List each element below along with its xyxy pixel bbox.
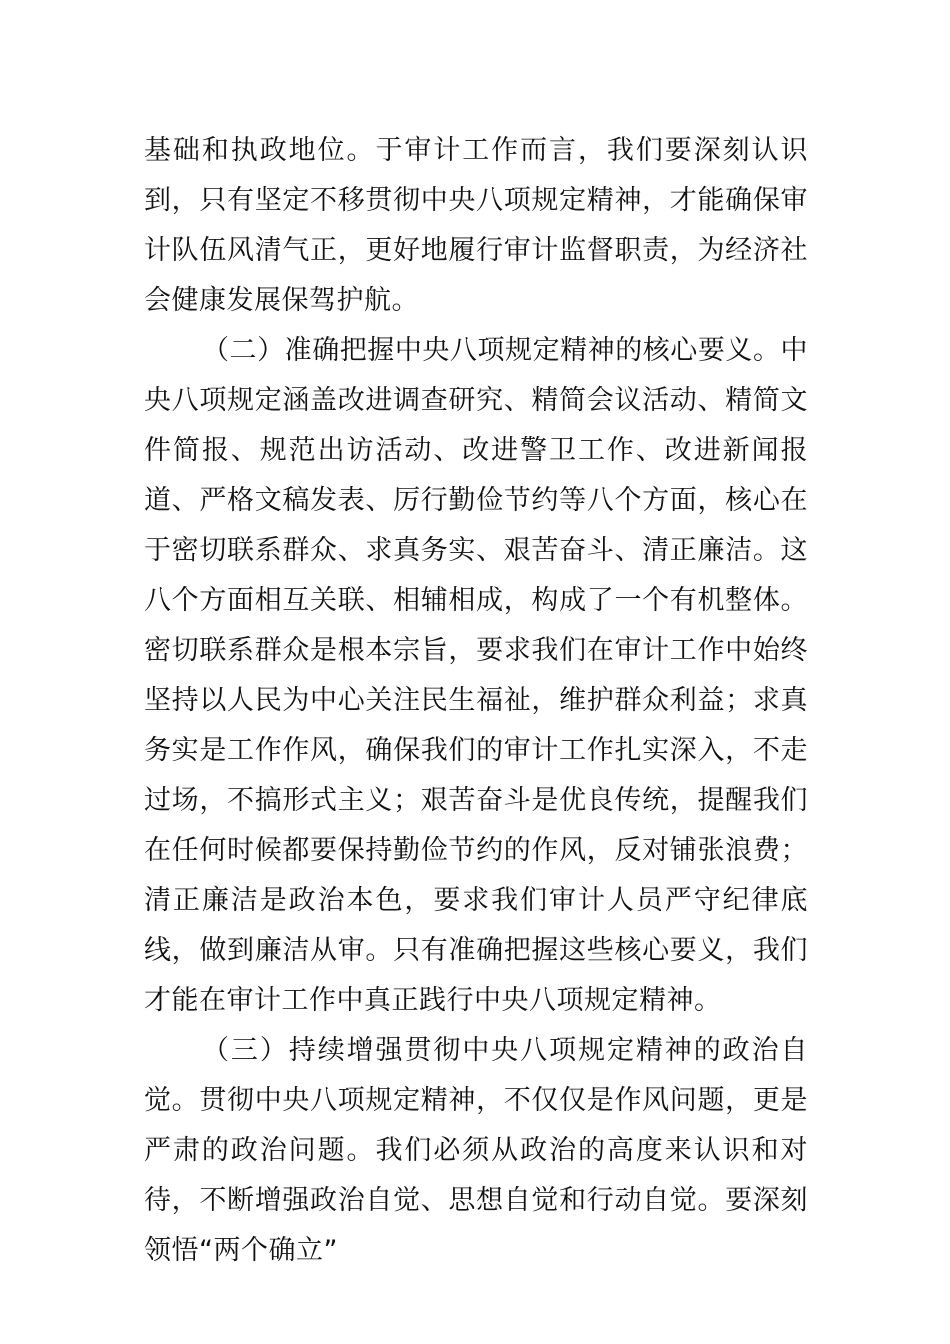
paragraph-section-two: （二）准确把握中央八项规定精神的核心要义。中央八项规定涵盖改进调查研究、精简会议活动、精简文件简报、规范出访活动、改进警卫工作、改进新闻报道、严格文稿发表、厉行勤俭节约等八个方面，核心在于密切联系群众、求真务实、艰苦奋斗、清正廉洁。这八个方面相互关联、相辅相成，构成了一个有机整体。密切联系群众是根本宗旨，要求我们在审计工作中始终坚持以人民为中心关注民生福祉，维护群众利益；求真务实是工作作风，确保我们的审计工作扎实深入，不走过场，不搞形式主义；艰苦奋斗是优良传统，提醒我们在任何时候都要保持勤俭节约的作风，反对铺张浪费；清正廉洁是政治本色，要求我们审计人员严守纪律底线，做到廉洁从审。只有准确把握这些核心要义，我们才能在审计工作中真正践行中央八项规定精神。 (144, 335, 808, 1016)
document-body (144, 126, 808, 1276)
paragraph-continuation: 基础和执政地位。于审计工作而言，我们要深刻认识到，只有坚定不移贯彻中央八项规定精神，才能确保审计队伍风清气正，更好地履行审计监督职责，为经济社会健康发展保驾护航。 (144, 135, 808, 316)
paragraph-section-three: （三）持续增强贯彻中央八项规定精神的政治自觉。贯彻中央八项规定精神，不仅仅是作风问题，更是严肃的政治问题。我们必须从政治的高度来认识和对待，不断增强政治自觉、思想自觉和行动自觉。要深刻领悟“两个确立” (144, 1035, 808, 1266)
